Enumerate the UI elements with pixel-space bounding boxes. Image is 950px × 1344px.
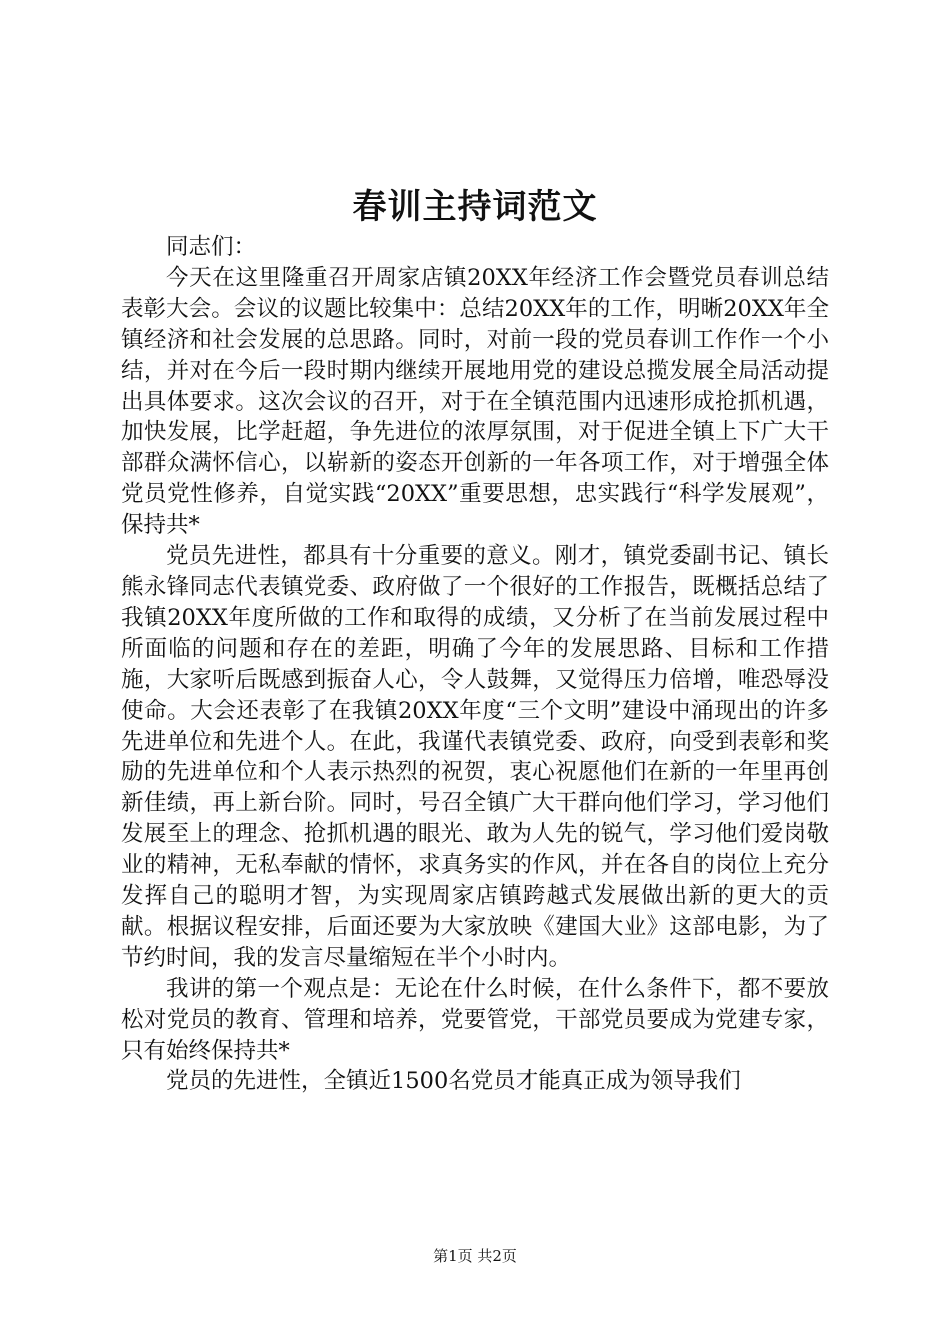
paragraph-2: 党员先进性，都具有十分重要的意义。刚才，镇党委副书记、镇长熊永锋同志代表镇党委、政府做了一个很好的工作报告，既概括总结了我镇20XX年度所做的工作和取得的成绩，又分析了在当前发展过程中所面临的问题和存在的差距，明确了今年的发展思路、目标和工作措施，大家听后既感到振奋人心，令人鼓舞，又觉得压力倍增，唯恐辱没使命。大会还表彰了在我镇20XX年度“三个文明”建设中涌现出的许多先进单位和先进个人。在此，我谨代表镇党委、政府，向受到表彰和奖励的先进单位和个人表示热烈的祝贺，衷心祝愿他们在新的一年里再创新佳绩，再上新台阶。同时，号召全镇广大干群向他们学习，学习他们发展至上的理念、抢抓机遇的眼光、敢为人先的锐气，学习他们爱岗敬业的精神，无私奉献的情怀，求真务实的作风，并在各自的岗位上充分发挥自己的聪明才智，为实现周家店镇跨越式发展做出新的更大的贡献。根据议程安排，后面还要为大家放映《建国大业》这部电影，为了节约时间，我的发言尽量缩短在半个小时内。 [121, 543, 829, 971]
paragraph-salutation: 同志们： [166, 234, 257, 260]
paragraph-4: 党员的先进性，全镇近1500名党员才能真正成为领导我们 [166, 1068, 741, 1095]
page-footer: 第1页 共2页 [433, 1247, 517, 1265]
paragraph-1: 今天在这里隆重召开周家店镇20XX年经济工作会暨党员春训总结表彰大会。会议的议题比较集中：总结20XX年的工作，明晰20XX年全镇经济和社会发展的总思路。同时，对前一段的党员春训工作作一个小结，并对在今后一段时期内继续开展地用党的建设总揽发展全局活动提出具体要求。这次会议的召开，对于在全镇范围内迅速形成抢抓机遇，加快发展，比学赶超，争先进位的浓厚氛围，对于促进全镇上下广大干部群众满怀信心，以崭新的姿态开创新的一年各项工作，对于增强全体党员党性修养，自觉实践“20XX”重要思想，忠实践行“科学发展观”，保持共* [121, 264, 829, 539]
paragraph-3: 我讲的第一个观点是：无论在什么时候，在什么条件下，都不要放松对党员的教育、管理和培养，党要管党，干部党员要成为党建专家，只有始终保持共* [121, 975, 829, 1064]
document-body [121, 232, 829, 1097]
document-title: 春训主持词范文 [352, 187, 598, 227]
